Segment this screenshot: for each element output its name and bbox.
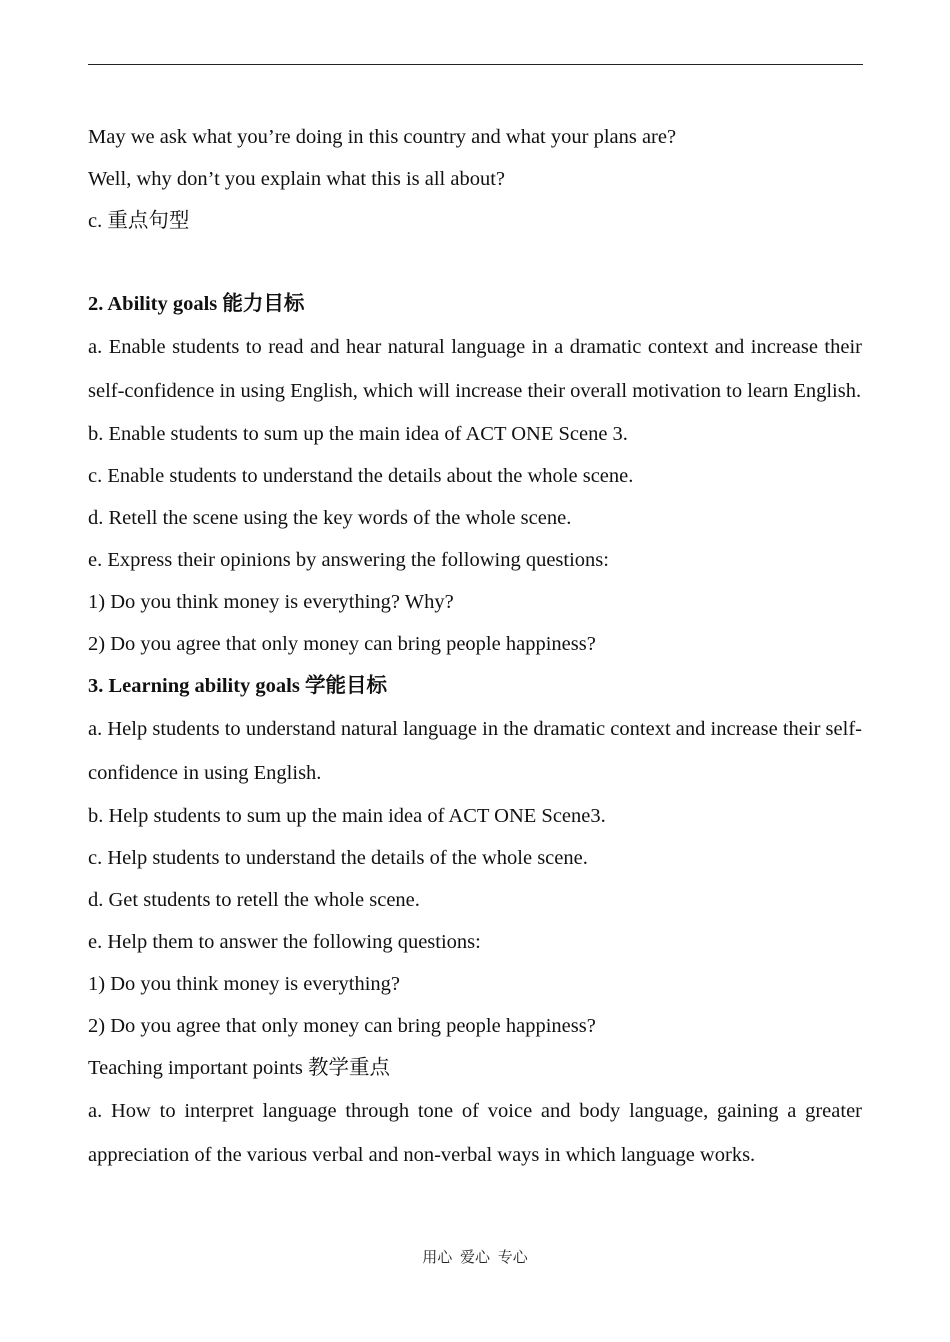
list-item: e. Express their opinions by answering the following questions: <box>88 549 609 571</box>
page-footer: 用心 爱心 专心 <box>422 1250 528 1266</box>
list-item: c. Help students to understand the details of the whole scene. <box>88 847 588 869</box>
list-item: e. Help them to answer the following questions: <box>88 931 481 953</box>
list-item: d. Get students to retell the whole scene. <box>88 889 420 911</box>
section-heading-teaching-points: Teaching important points 教学重点 <box>88 1057 391 1079</box>
list-item: b. Enable students to sum up the main idea of ACT ONE Scene 3. <box>88 423 628 445</box>
list-item: 2) Do you agree that only money can bring people happiness? <box>88 633 596 655</box>
paragraph: a. How to interpret language through tone of voice and body language, gaining a greater appreciation of the various verbal and non-verbal ways in which language works. <box>88 1100 862 1166</box>
section-heading-learning-ability-goals: 3. Learning ability goals 学能目标 <box>88 675 387 697</box>
list-item: d. Retell the scene using the key words of the whole scene. <box>88 507 572 529</box>
list-item: b. Help students to sum up the main idea of ACT ONE Scene3. <box>88 805 606 827</box>
blank-line <box>88 242 862 283</box>
paragraph: a. Enable students to read and hear natural language in a dramatic context and increase their self-confidence in using English, which will increase their overall motivation to learn English. <box>88 336 862 402</box>
list-item: 1) Do you think money is everything? Why? <box>88 591 454 613</box>
paragraph: a. Help students to understand natural language in the dramatic context and increase their self-confidence in using English. <box>88 718 862 784</box>
list-item: 2) Do you agree that only money can bring people happiness? <box>88 1015 596 1037</box>
section-heading-ability-goals: 2. Ability goals 能力目标 <box>88 293 305 315</box>
text-line: May we ask what you’re doing in this country and what your plans are? <box>88 126 677 148</box>
document-body <box>88 116 862 1177</box>
header-rule <box>88 64 863 65</box>
list-item: 1) Do you think money is everything? <box>88 973 401 995</box>
text-line: c. 重点句型 <box>88 210 190 232</box>
list-item: c. Enable students to understand the details about the whole scene. <box>88 465 634 487</box>
text-line: Well, why don’t you explain what this is all about? <box>88 168 506 190</box>
